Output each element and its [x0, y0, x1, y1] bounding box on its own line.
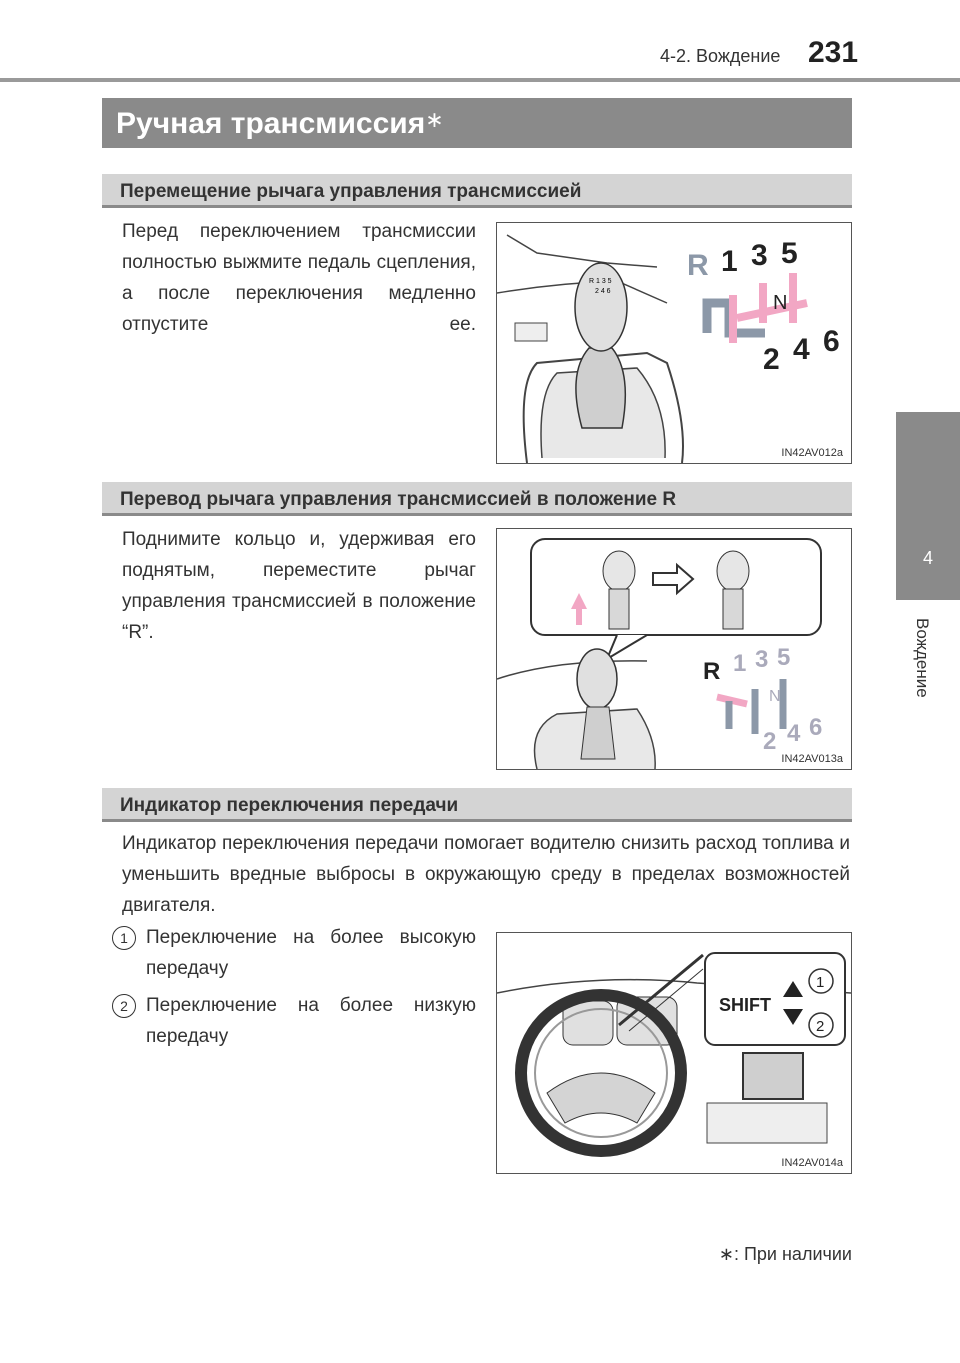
- figure-shift-pattern: [496, 222, 852, 464]
- figure-shift-indicator: [496, 932, 852, 1174]
- gear-label-3: 3: [751, 239, 768, 272]
- page-title: [102, 98, 852, 148]
- gear-label-5: 5: [777, 644, 791, 671]
- reverse-gear-illustration: [497, 529, 851, 769]
- header-rule: [0, 78, 960, 82]
- asterisk-marker: ∗: [425, 107, 444, 132]
- svg-text:R 1 3 5: R 1 3 5: [589, 278, 612, 285]
- item-1-number: 1: [112, 926, 136, 950]
- section-heading-lever: Перемещение рычага управления трансмиссией: [102, 174, 852, 208]
- footnote: [600, 1244, 852, 1265]
- chapter-tab: [896, 412, 960, 600]
- chapter-label: Вождение: [913, 618, 932, 698]
- gear-label-r: R: [687, 249, 709, 282]
- figure-code: IN42AV012a: [781, 447, 843, 459]
- gear-label-4: 4: [793, 333, 810, 366]
- callout-2: 2: [816, 1018, 825, 1035]
- page-number: 231: [808, 36, 859, 69]
- gear-label-1: 1: [721, 245, 738, 278]
- item-2-number: 2: [112, 994, 136, 1018]
- section-heading-indicator: Индикатор переключения передачи: [102, 788, 852, 822]
- header-section: 4-2. Вождение: [660, 46, 781, 66]
- shift-pattern-illustration: [497, 223, 851, 463]
- page-title-text: Ручная трансмиссия: [116, 107, 426, 140]
- section-text-lever: Перед переключением трансмиссии полностью выжмите педаль сцепления, а после переключения медленно отпустите ее.: [122, 221, 476, 335]
- gear-label-3: 3: [755, 646, 769, 673]
- dashboard-illustration: [497, 933, 851, 1173]
- shift-label: SHIFT: [719, 995, 771, 1015]
- section-text-reverse: Поднимите кольцо и, удерживая его поднятым, переместите рычаг управления трансмиссией в положение “R”.: [122, 529, 476, 643]
- svg-text:2 4 6: 2 4 6: [595, 288, 611, 295]
- figure-code: IN42AV013a: [781, 753, 843, 765]
- section-text-indicator: Индикатор переключения передачи помогает водителю снизить расход топлива и уменьшить вредные выбросы в окружающую среду в пределах возможностей двигателя.: [122, 833, 850, 916]
- gear-label-5: 5: [781, 237, 798, 270]
- gear-label-4: 4: [787, 720, 801, 747]
- section-heading-reverse: Перевод рычага управления трансмиссией в положение R: [102, 482, 852, 516]
- figure-code: IN42AV014a: [781, 1157, 843, 1169]
- gear-label-6: 6: [823, 325, 840, 358]
- figure-reverse-gear: [496, 528, 852, 770]
- footnote-text: : При наличии: [733, 1244, 852, 1264]
- gear-label-6: 6: [809, 714, 823, 741]
- item-2-text: Переключение на более низкую передачу: [146, 995, 476, 1047]
- gear-label-2: 2: [763, 343, 780, 376]
- footnote-marker: ∗: [718, 1244, 734, 1264]
- gear-label-r-active: R: [703, 658, 721, 685]
- item-1-text: Переключение на более высокую передачу: [146, 927, 476, 979]
- callout-1: 1: [816, 974, 825, 991]
- gear-label-n: N: [773, 292, 788, 314]
- gear-label-2: 2: [763, 728, 777, 755]
- gear-label-n: N: [769, 688, 781, 705]
- chapter-number: 4: [922, 548, 933, 568]
- gear-label-1: 1: [733, 650, 747, 677]
